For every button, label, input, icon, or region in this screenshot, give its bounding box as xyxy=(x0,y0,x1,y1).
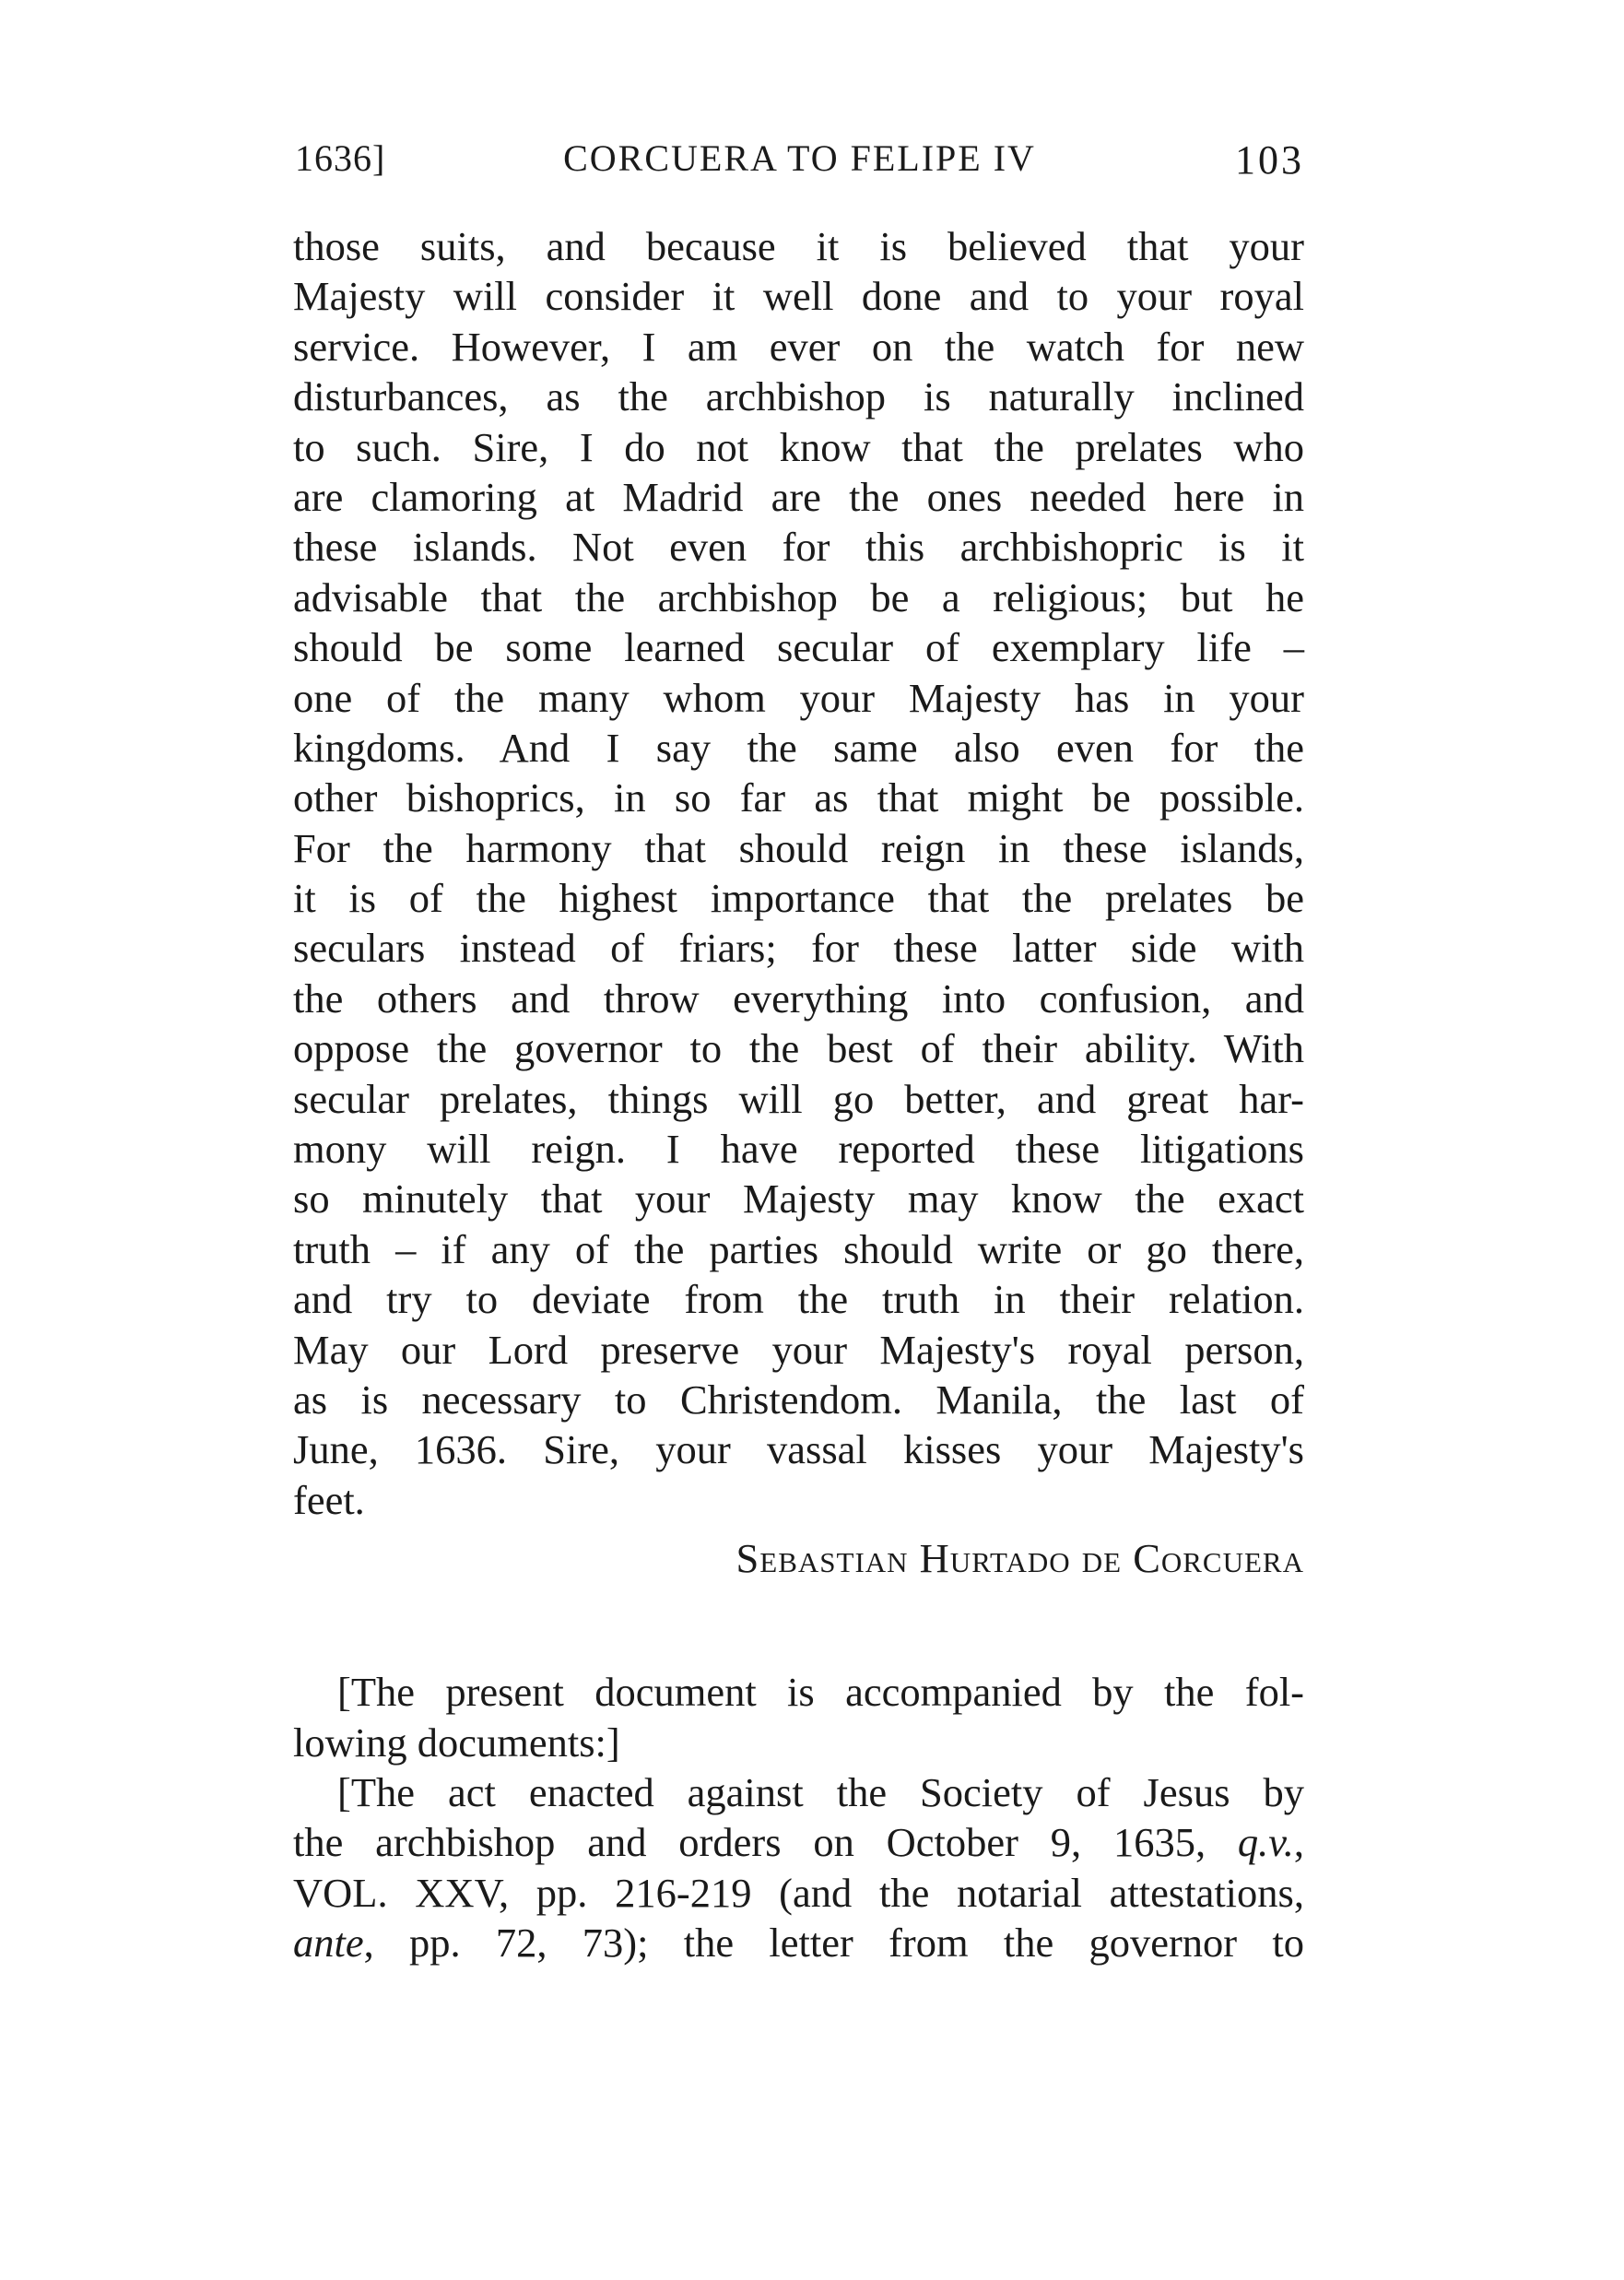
text-line: seculars instead of friars; for these latter side with xyxy=(293,925,1304,972)
note-line: [The act enacted against the Society of Jesus by xyxy=(337,1768,1304,1815)
text-line: May our Lord preserve your Majesty's royal person, xyxy=(293,1326,1304,1373)
note-line xyxy=(293,1817,1304,1867)
text-line: one of the many whom your Majesty has in your xyxy=(293,674,1304,721)
text-line: and try to deviate from the truth in their relation. xyxy=(293,1276,1304,1323)
section-spacer xyxy=(293,1588,1304,1667)
text-line: mony will reign. I have reported these litigations xyxy=(293,1126,1304,1173)
text-line: advisable that the archbishop be a religious; but he xyxy=(293,573,1304,620)
text-line: June, 1636. Sire, your vassal kisses your Majesty's xyxy=(293,1426,1304,1473)
note-line: [The present document is accompanied by the fol- xyxy=(337,1669,1304,1716)
cross-reference: ante xyxy=(293,1920,364,1967)
text-line: secular prelates, things will go better, and great har- xyxy=(293,1075,1304,1122)
header-title: CORCUERA TO FELIPE IV xyxy=(563,137,1036,179)
text-line: it is of the highest importance that the prelates be xyxy=(293,875,1304,922)
letter-text xyxy=(293,221,1304,1525)
body-text xyxy=(293,221,1304,1968)
text-line: service. However, I am ever on the watch for new xyxy=(293,323,1304,370)
text-line: disturbances, as the archbishop is naturally inclined xyxy=(293,373,1304,420)
text-line: For the harmony that should reign in these islands, xyxy=(293,824,1304,871)
text-line: feet. xyxy=(293,1476,365,1523)
text-line: kingdoms. And I say the same also even for the xyxy=(293,724,1304,771)
text-line: to such. Sire, I do not know that the prelates who xyxy=(293,423,1304,470)
page-number: 103 xyxy=(1235,137,1304,183)
text-line: oppose the governor to the best of their ability. With xyxy=(293,1025,1304,1072)
text-line: other bishoprics, in so far as that might be possible. xyxy=(293,774,1304,821)
note-line: lowing documents:] xyxy=(293,1719,620,1766)
signature: Sebastian Hurtado de Corcuera xyxy=(736,1535,1304,1582)
text-line: these islands. Not even for this archbishopric is it xyxy=(293,524,1304,571)
note-line xyxy=(293,1918,1304,1967)
note-text: the archbishop and orders on October 9, 1635, xyxy=(293,1819,1238,1866)
text-line: as is necessary to Christendom. Manila, the last of xyxy=(293,1376,1304,1423)
editorial-note xyxy=(293,1667,1304,1967)
running-head xyxy=(295,136,1304,192)
note-line: VOL. XXV, pp. 216-219 (and the notarial attestations, xyxy=(293,1869,1304,1916)
header-year: 1636] xyxy=(295,137,386,179)
text-line: the others and throw everything into confusion, and xyxy=(293,975,1304,1022)
text-line: are clamoring at Madrid are the ones needed here in xyxy=(293,473,1304,520)
note-text: , pp. 72, 73); the letter from the governor to xyxy=(363,1920,1304,1967)
text-line: truth – if any of the parties should write or go there, xyxy=(293,1225,1304,1272)
note-text: , xyxy=(1293,1819,1304,1866)
text-line: those suits, and because it is believed that your xyxy=(293,223,1304,269)
cross-reference: q.v. xyxy=(1237,1819,1294,1866)
text-line: should be some learned secular of exemplary life – xyxy=(293,624,1304,671)
text-line: so minutely that your Majesty may know the exact xyxy=(293,1175,1304,1223)
text-line: Majesty will consider it well done and to your royal xyxy=(293,273,1304,320)
